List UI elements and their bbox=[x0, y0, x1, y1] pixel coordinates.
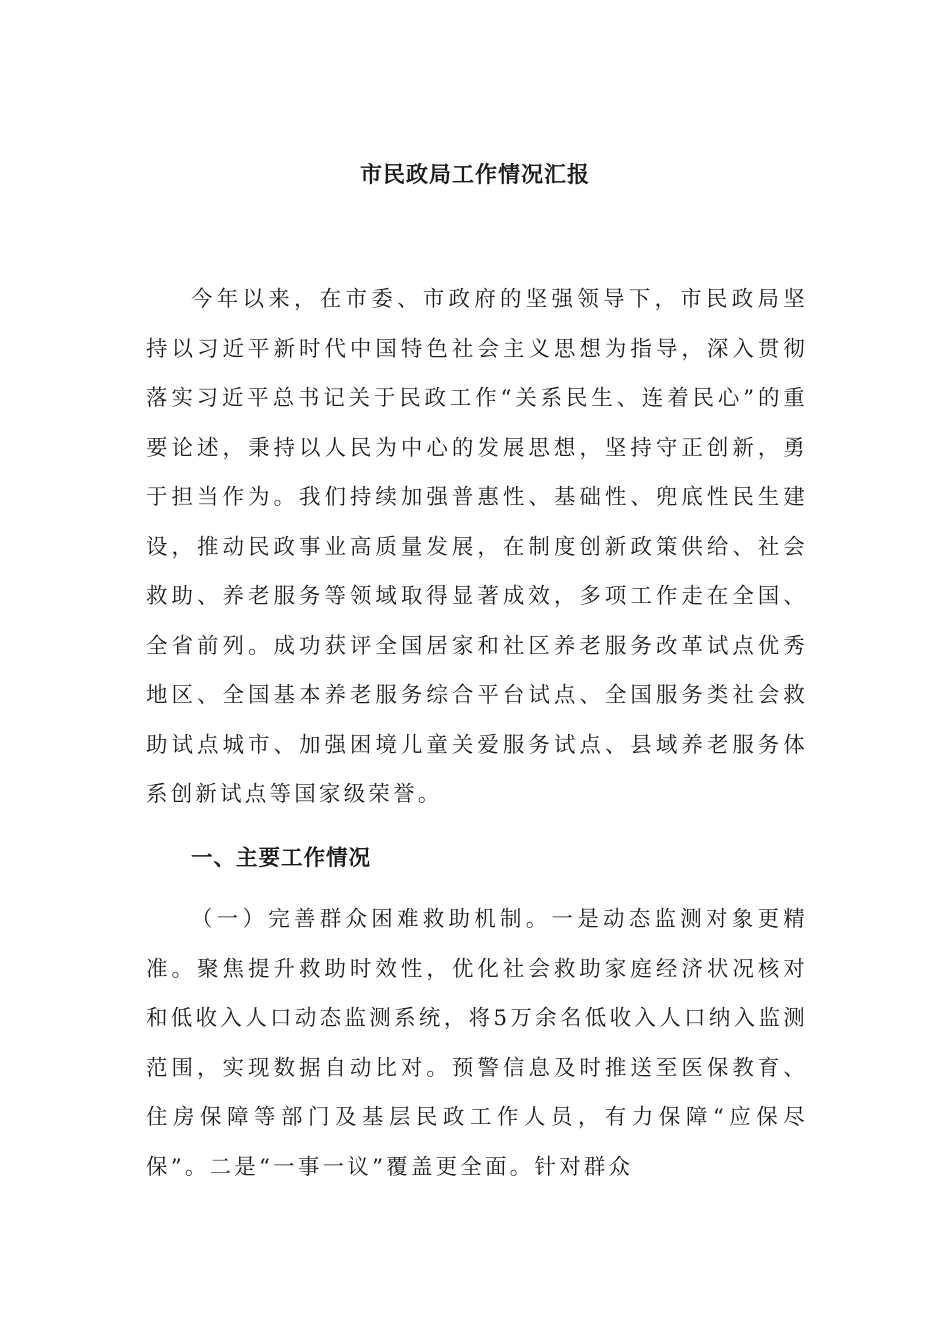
section1-paragraph: （一）完善群众困难救助机制。一是动态监测对象更精准。聚焦提升救助时效性，优化社会救助家庭经济状况核对和低收入人口动态监测系统，将5万余名低收入人口纳入监测范围，实现数据自动比对。预警信息及时推送至医保教育、住房保障等部门及基层民政工作人员，有力保障“应保尽保”。二是“一事一议”覆盖更全面。针对群众 bbox=[146, 907, 808, 1180]
intro-paragraph: 今年以来，在市委、市政府的坚强领导下，市民政局坚持以习近平新时代中国特色社会主义思想为指导，深入贯彻落实习近平总书记关于民政工作“关系民生、连着民心”的重要论述，秉持以人民为中心的发展思想，坚持守正创新，勇于担当作为。我们持续加强普惠性、基础性、兜底性民生建设，推动民政事业高质量发展，在制度创新政策供给、社会救助、养老服务等领域取得显著成效，多项工作走在全国、全省前列。成功获评全国居家和社区养老服务改革试点优秀地区、全国基本养老服务综合平台试点、全国服务类社会救助试点城市、加强困境儿童关爱服务试点、县域养老服务体系创新试点等国家级荣誉。 bbox=[146, 287, 808, 807]
section-heading: 一、主要工作情况 bbox=[191, 846, 372, 871]
document-title: 市民政局工作情况汇报 bbox=[359, 162, 590, 188]
